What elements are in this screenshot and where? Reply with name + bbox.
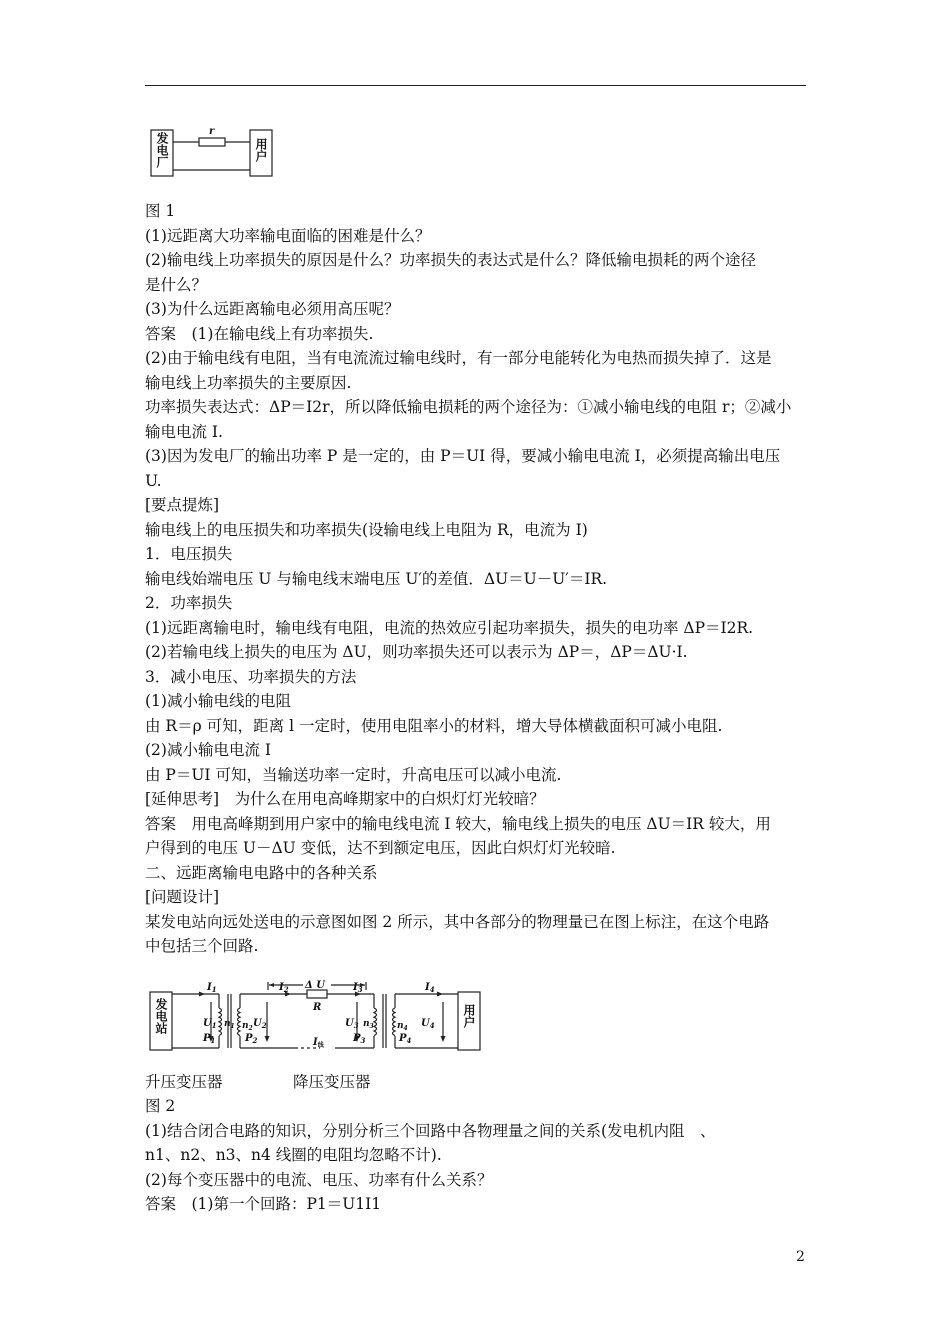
- text-line: (2)输电线上功率损失的原因是什么？功率损失的表达式是什么？降低输电损耗的两个途径: [145, 251, 756, 269]
- text-line: 2．功率损失: [145, 594, 233, 612]
- svg-text:R: R: [313, 1002, 322, 1013]
- text-line: U.: [145, 471, 162, 490]
- step-up-transformer-label: 升压变压器: [145, 1073, 223, 1091]
- text-line: (2)减小输电电流 I: [145, 741, 272, 759]
- text-line: 答案 用电高峰期到用户家中的输电线电流 I 较大，输电线上损失的电压 ΔU＝IR 较大，用: [145, 814, 771, 833]
- text-line: (1)远距离大功率输电面临的困难是什么？: [145, 226, 431, 245]
- text-line: (2)由于输电线有电阻，当有电流流过输电线时，有一部分电能转化为电热而损失掉了．这是: [145, 349, 772, 367]
- text-line: 输电线上功率损失的主要原因.: [145, 373, 352, 392]
- text-line: 某发电站向远处送电的示意图如图 2 所示，其中各部分的物理量已在图上标注，在这个电路: [145, 912, 770, 931]
- text-line: 是什么？: [145, 275, 208, 294]
- text-line: 输电线始端电压 U 与输电线末端电压 U′的差值．ΔU＝U－U′＝IR.: [145, 569, 608, 588]
- text-line: 中包括三个回路.: [145, 937, 259, 955]
- text-line: 图 2: [145, 1097, 176, 1115]
- text-line: 答案 (1)第一个回路：P1＝U1I1: [145, 1195, 382, 1213]
- svg-text:I4: $I_4$: [425, 982, 435, 994]
- user-label-2: 用户: [462, 1004, 476, 1028]
- text-line: 输电线上的电压损失和功率损失(设输电线上电阻为 R，电流为 I): [145, 520, 588, 539]
- text-line: 1．电压损失: [145, 545, 233, 563]
- svg-text:I2: $I_2$: [279, 982, 289, 994]
- text-block-2: [145, 1094, 815, 1217]
- header-rule: [145, 85, 806, 86]
- text-line: [要点提炼]: [145, 496, 220, 514]
- text-line: 由 R＝ρ 可知，距离 l 一定时，使用电阻率小的材料，增大导体横截面积可减小电阻.: [145, 716, 723, 735]
- svg-text:n2: $n_2$: [242, 1021, 253, 1032]
- text-line: (1)减小输电线的电阻: [145, 692, 291, 710]
- text-line: (2)每个变压器中的电流、电压、功率有什么关系？: [145, 1170, 493, 1189]
- step-down-transformer-label: 降压变压器: [293, 1073, 371, 1091]
- text-line: 功率损失表达式：ΔP＝I2r，所以降低输电损耗的两个途径为：①减小输电线的电阻 r；②减小: [145, 398, 792, 416]
- svg-text:P1: $P_1$: [203, 1033, 216, 1045]
- svg-text:n4: $n_4$: [397, 1021, 408, 1032]
- svg-text:I线: $I_线$: [313, 1037, 324, 1049]
- user-label: 用户: [254, 138, 268, 162]
- text-line: 图 1: [145, 202, 176, 220]
- figure-1-circuit: [145, 120, 280, 180]
- text-line: (3)为什么远距离输电必须用高压呢？: [145, 300, 400, 318]
- svg-text:U2: $U_2$: [253, 1018, 267, 1030]
- text-line: [延伸思考] 为什么在用电高峰期家中的白炽灯灯光较暗？: [145, 790, 545, 808]
- svg-text:Δ U: Δ U: [305, 980, 325, 991]
- power-station-label: 发电站: [154, 998, 168, 1034]
- text-line: [问题设计]: [145, 888, 220, 906]
- text-line: (1)结合闭合电路的知识，分别分析三个回路中各物理量之间的关系(发电机内阻 、: [145, 1121, 716, 1140]
- text-line: (3)因为发电厂的输出功率 P 是一定的，由 P＝UI 得，要减小输电电流 I，必须提高输出电压: [145, 447, 781, 465]
- text-line: 由 P＝UI 可知，当输送功率一定时，升高电压可以减小电流.: [145, 765, 562, 784]
- text-line: 输电电流 I.: [145, 422, 223, 441]
- svg-text:I3: $I_3$: [353, 982, 363, 994]
- text-line: 户得到的电压 U－ΔU 变低，达不到额定电压，因此白炽灯灯光较暗.: [145, 839, 616, 857]
- svg-text:I1: $I_1$: [207, 982, 217, 994]
- svg-text:U4: $U_4$: [421, 1018, 435, 1030]
- svg-text:P3: $P_3$: [353, 1033, 366, 1045]
- svg-text:P2: $P_2$: [245, 1033, 258, 1045]
- text-line: 二、远距离输电电路中的各种关系: [145, 863, 378, 882]
- text-block-1: [145, 199, 815, 959]
- resistor-label: r: [209, 126, 215, 137]
- svg-text:n3: $n_3$: [363, 1019, 374, 1030]
- page-number: 2: [796, 1249, 805, 1265]
- svg-text:n1: $n_1$: [224, 1019, 235, 1030]
- text-line: (2)若输电线上损失的电压为 ΔU，则功率损失还可以表示为 ΔP＝，ΔP＝ΔU·I.: [145, 643, 688, 661]
- svg-text:U3: $U_3$: [345, 1018, 359, 1030]
- svg-text:U1: $U_1$: [203, 1018, 217, 1030]
- figure-2-transmission-circuit: [145, 980, 485, 1054]
- text-line: 3．减小电压、功率损失的方法: [145, 667, 357, 686]
- text-line: (1)远距离输电时，输电线有电阻，电流的热效应引起功率损失，损失的电功率 ΔP＝I2R.: [145, 618, 754, 637]
- text-line: 答案 (1)在输电线上有功率损失.: [145, 324, 374, 343]
- power-plant-label: 发电厂: [155, 132, 169, 168]
- text-line: n1、n2、n3、n4 线圈的电阻均忽略不计).: [145, 1146, 442, 1164]
- svg-text:P4: $P_4$: [399, 1033, 412, 1045]
